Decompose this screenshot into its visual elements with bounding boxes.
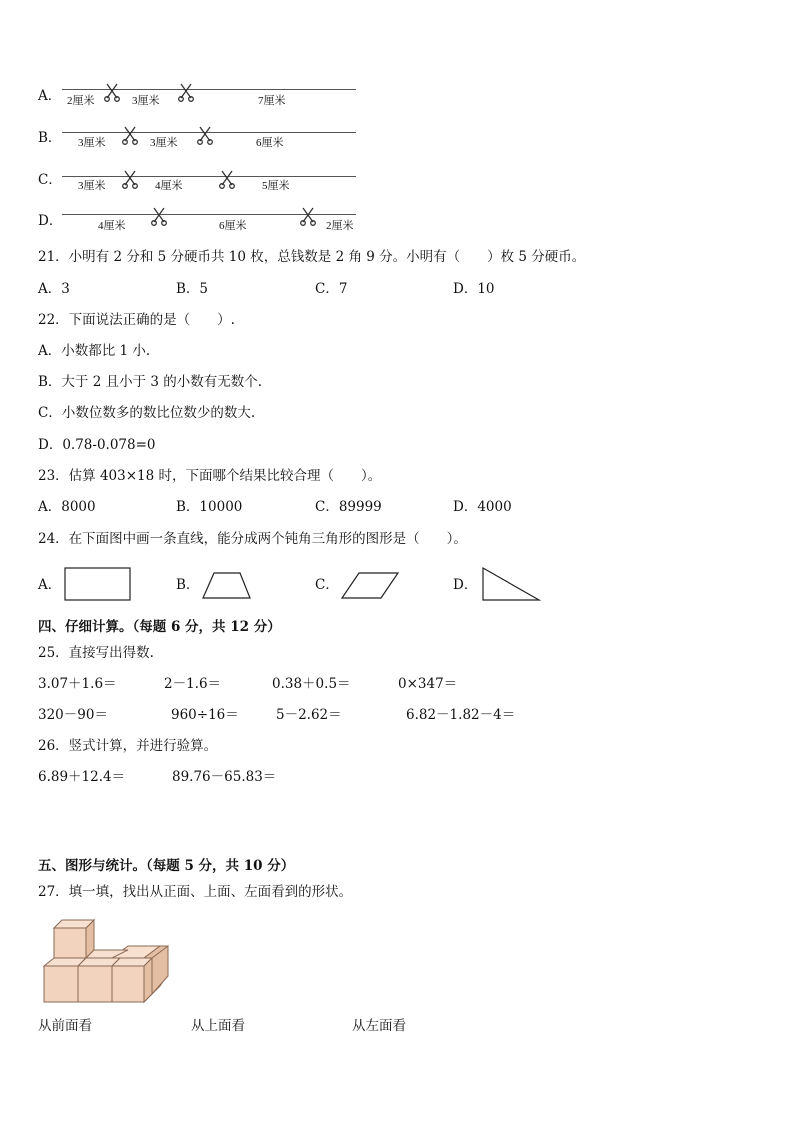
q25-item: 3.07＋1.6＝ — [38, 676, 117, 692]
right-triangle-shape — [482, 567, 542, 603]
scissors-icon — [300, 206, 316, 226]
view-label-left: 从左面看 — [352, 1018, 406, 1034]
q20-a-seg3: 7厘米 — [258, 95, 286, 107]
scissors-icon — [104, 82, 120, 102]
scissors-icon — [122, 169, 138, 189]
scissors-icon — [122, 125, 138, 145]
q21-option-c: C．7 — [315, 281, 348, 297]
scissors-icon — [151, 206, 167, 226]
scissors-icon — [178, 82, 194, 102]
cube-stack-figure — [42, 914, 172, 1006]
q26-item: 89.76－65.83＝ — [172, 769, 277, 785]
q26-item: 6.89＋12.4＝ — [38, 769, 126, 785]
q20-d-seg1: 4厘米 — [98, 220, 126, 232]
q20-c-seg2: 4厘米 — [155, 180, 183, 192]
trapezoid-shape — [202, 572, 252, 600]
q20-c-seg1: 3厘米 — [78, 180, 106, 192]
q23-option-a: A．8000 — [38, 499, 96, 515]
q20-option-b-letter: B． — [38, 130, 62, 146]
q24-option-d: D． — [453, 577, 478, 593]
q21-option-b: B．5 — [176, 281, 209, 297]
q20-b-seg2: 3厘米 — [150, 137, 178, 149]
q26-stem: 26．竖式计算，并进行验算。 — [38, 738, 218, 754]
q25-stem: 25．直接写出得数. — [38, 645, 154, 661]
q24-option-c: C． — [315, 577, 339, 593]
rectangle-shape — [64, 567, 132, 603]
q20-d-seg3: 2厘米 — [326, 220, 354, 232]
q20-b-seg1: 3厘米 — [78, 137, 106, 149]
q24-stem: 24．在下面图中画一条直线，能分成两个钝角三角形的图形是（ ）。 — [38, 531, 467, 547]
scissors-icon — [197, 125, 213, 145]
view-label-top: 从上面看 — [191, 1018, 245, 1034]
q20-option-a-letter: A． — [38, 88, 62, 104]
q20-b-seg3: 6厘米 — [256, 137, 284, 149]
q20-d-seg2: 6厘米 — [219, 220, 247, 232]
q25-item: 5－2.62＝ — [276, 707, 342, 723]
q22-option-a: A．小数都比 1 小. — [38, 343, 151, 359]
q20-option-c-letter: C． — [38, 172, 62, 188]
section-5-heading: 五、图形与统计。（每题 5 分，共 10 分） — [38, 858, 295, 874]
q24-option-a: A． — [38, 577, 62, 593]
section-4-heading: 四、仔细计算。（每题 6 分，共 12 分） — [38, 619, 281, 635]
q25-item: 2－1.6＝ — [164, 676, 222, 692]
q20-a-seg1: 2厘米 — [67, 95, 95, 107]
q21-option-d: D．10 — [453, 281, 495, 297]
q23-stem: 23．估算 403×18 时，下面哪个结果比较合理（ ）。 — [38, 468, 382, 484]
q25-item: 320－90＝ — [38, 707, 108, 723]
q22-option-b: B．大于 2 且小于 3 的小数有无数个. — [38, 374, 263, 390]
q25-item: 0×347＝ — [398, 676, 458, 692]
q22-option-c: C．小数位数多的数比位数少的数大. — [38, 405, 256, 421]
q22-stem: 22．下面说法正确的是（ ）. — [38, 312, 235, 328]
q20-option-d-letter: D． — [38, 213, 63, 229]
q20-a-seg2: 3厘米 — [132, 95, 160, 107]
q20-c-seg3: 5厘米 — [262, 180, 290, 192]
parallelogram-shape — [341, 572, 399, 600]
q25-item: 960÷16＝ — [171, 707, 239, 723]
q25-item: 0.38＋0.5＝ — [272, 676, 351, 692]
q20-rope-c — [62, 176, 356, 177]
q23-option-b: B．10000 — [176, 499, 243, 515]
view-label-front: 从前面看 — [38, 1018, 92, 1034]
q21-option-a: A．3 — [38, 281, 70, 297]
q23-option-c: C．89999 — [315, 499, 382, 515]
q25-item: 6.82－1.82－4＝ — [406, 707, 516, 723]
q21-stem: 21．小明有 2 分和 5 分硬币共 10 枚，总钱数是 2 角 9 分。小明有（ ）枚 5 分硬币。 — [38, 249, 586, 265]
q24-option-b: B． — [176, 577, 200, 593]
scissors-icon — [219, 169, 235, 189]
q22-option-d: D．0.78-0.078=0 — [38, 437, 156, 453]
q27-stem: 27．填一填，找出从正面、上面、左面看到的形状。 — [38, 884, 353, 900]
q23-option-d: D．4000 — [453, 499, 512, 515]
